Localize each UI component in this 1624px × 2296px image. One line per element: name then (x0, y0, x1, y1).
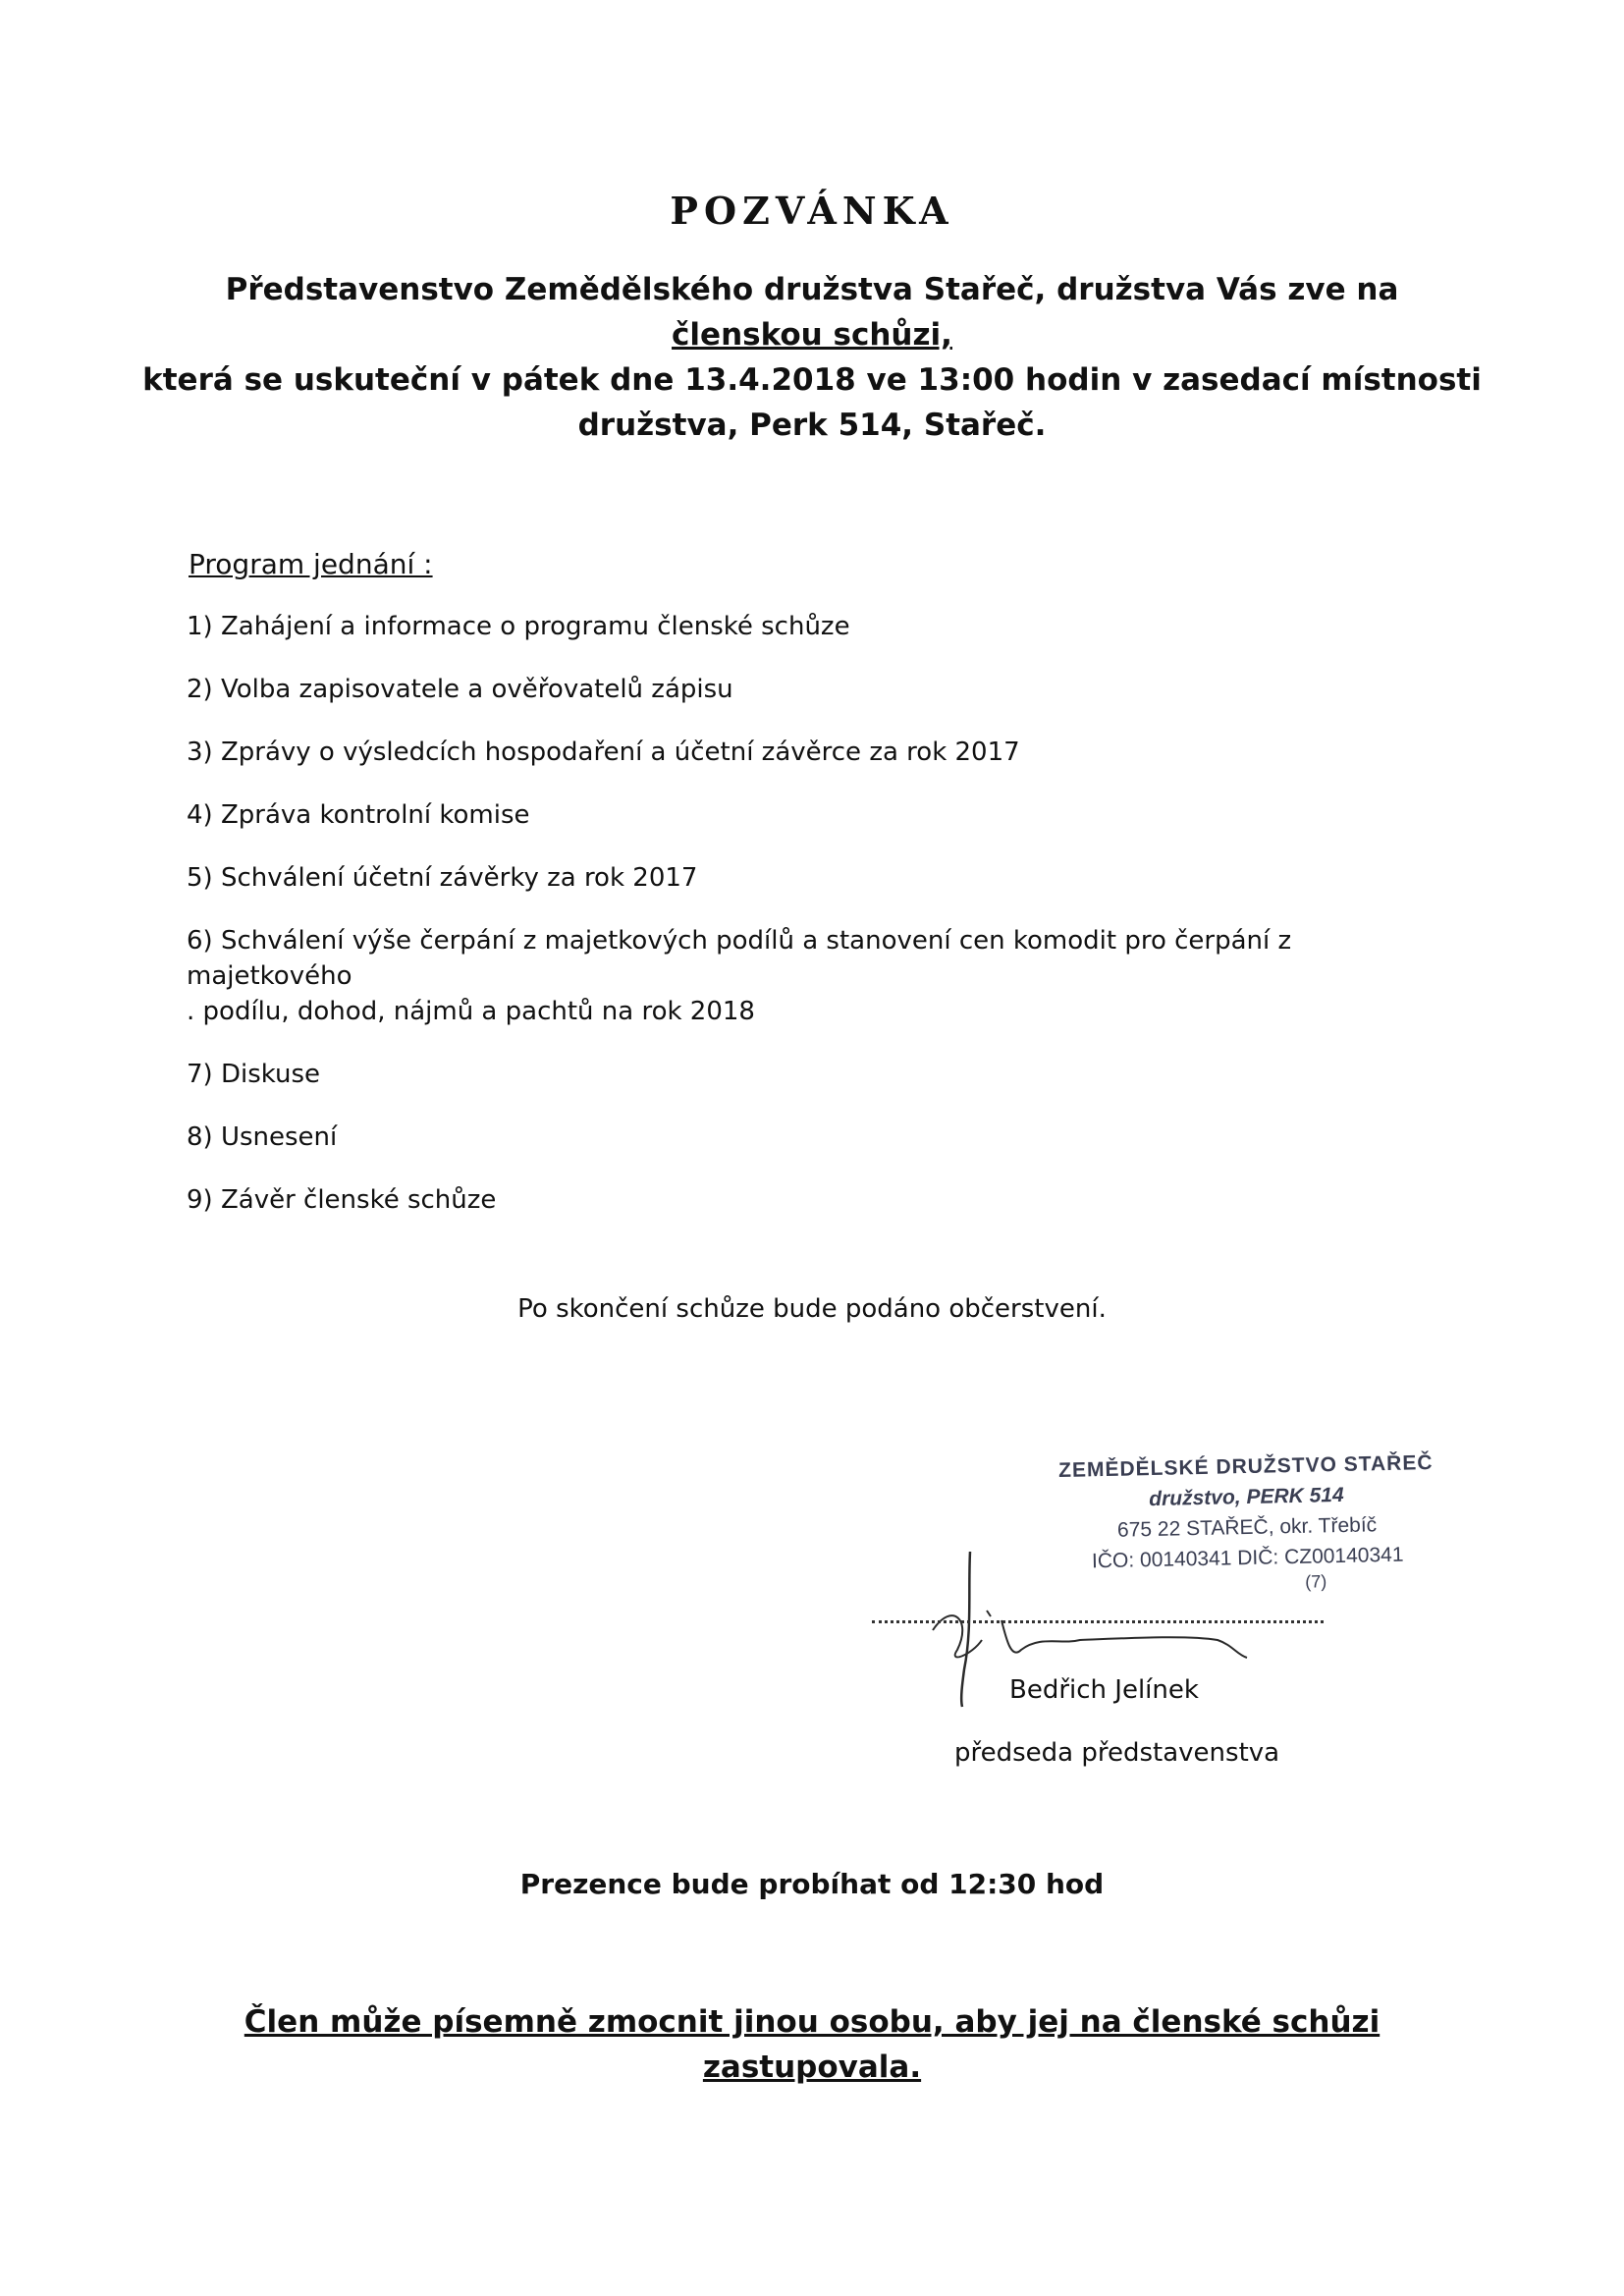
signature-line (872, 1620, 1324, 1623)
refreshment-note: Po skončení schůze bude podáno občerstvení. (517, 1294, 1107, 1324)
agenda-item (187, 1182, 1463, 1218)
stamp-line-2: družstvo, PERK 514 (1149, 1483, 1344, 1511)
document-title: POZVÁNKA (670, 189, 954, 233)
agenda-item-text: 7) Diskuse (187, 1060, 321, 1089)
agenda-item-text: 9) Závěr členské schůze (187, 1185, 497, 1215)
agenda-item (187, 609, 1463, 644)
stamp-line-3: 675 22 STAŘEČ, okr. Třebíč (1116, 1513, 1378, 1542)
agenda-item (187, 1057, 1463, 1092)
stamp-mark: (7) (1305, 1571, 1327, 1592)
agenda-item-text: 4) Zpráva kontrolní komise (187, 800, 530, 830)
intro-line-3: která se uskuteční v pátek dne 13.4.2018 ve 13:00 hodin v zasedací místnosti (142, 362, 1482, 398)
intro-line-1: Představenstvo Zemědělského družstva Stařeč, družstva Vás zve na (225, 272, 1399, 307)
program-heading: Program jednání : (189, 548, 433, 580)
agenda-item (187, 860, 1463, 896)
agenda-item (187, 797, 1463, 833)
intro-line-4: družstva, Perk 514, Stařeč. (577, 408, 1047, 443)
intro-line-2: členskou schůzi, (672, 317, 952, 353)
stamp-line-4: IČO: 00140341 DIČ: CZ00140341 (1091, 1543, 1404, 1573)
agenda-item-text: 6) Schválení výše čerpání z majetkových podílů a stanovení cen komodit pro čerpání z majetkového (187, 926, 1292, 991)
closing-note: Člen může písemně zmocnit jinou osobu, aby jej na členské schůzi zastupovala. (244, 2004, 1380, 2085)
agenda-item (187, 923, 1463, 1029)
agenda-item (187, 672, 1463, 707)
agenda-item-text: 2) Volba zapisovatele a ověřovatelů zápisu (187, 675, 733, 704)
agenda-list (187, 609, 1463, 1245)
agenda-item-text: 5) Schválení účetní závěrky za rok 2017 (187, 863, 698, 893)
invitation-intro (118, 267, 1506, 448)
agenda-item-text: 1) Zahájení a informace o programu členské schůze (187, 612, 850, 641)
signatory-name: Bedřich Jelínek (1009, 1675, 1199, 1705)
intro-line-2-wrap (118, 312, 1506, 357)
agenda-item-text: 8) Usnesení (187, 1122, 338, 1152)
signatory-role: předseda představenstva (954, 1738, 1280, 1768)
stamp-line-1: ZEMĚDĚLSKÉ DRUŽSTVO STAŘEČ (1057, 1451, 1434, 1483)
agenda-item-continuation: . podílu, dohod, nájmů a pachtů na rok 2018 (187, 997, 755, 1026)
agenda-item (187, 735, 1463, 770)
presence-note: Prezence bude probíhat od 12:30 hod (519, 1868, 1105, 1900)
agenda-item (187, 1120, 1463, 1155)
agenda-item-text: 3) Zprávy o výsledcích hospodaření a účetní závěrce za rok 2017 (187, 738, 1020, 767)
